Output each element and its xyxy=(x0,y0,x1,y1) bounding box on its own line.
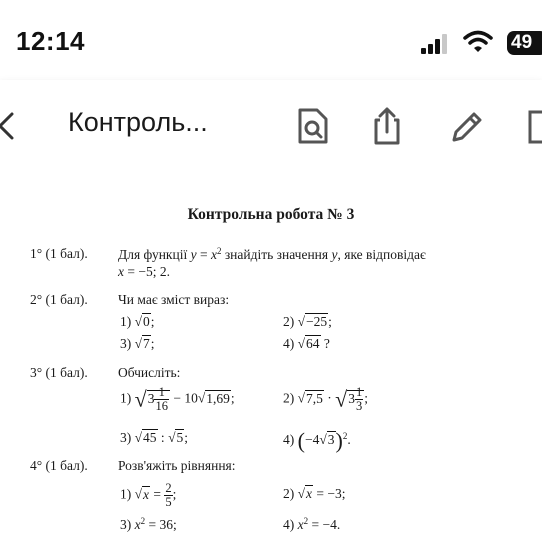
task-2-number: 2° (1 бал). xyxy=(30,292,88,307)
status-bar xyxy=(0,0,542,80)
back-icon[interactable] xyxy=(0,110,20,142)
task-4-option-2: 2) √x = −3; xyxy=(283,486,346,501)
wifi-icon xyxy=(463,30,493,59)
document-page xyxy=(0,172,542,541)
task-3-option-3: 3) √45 : √5; xyxy=(120,430,188,445)
battery-level: 49 xyxy=(511,32,533,53)
task-1-text: Для функції $y = x^2$ знайдіть значення y, яке відповідає xyxy=(118,246,426,262)
task-3-option-4: 4) $(-4√3)^2$. xyxy=(283,428,351,453)
signal-icon xyxy=(421,34,449,54)
document-icon[interactable] xyxy=(526,104,542,148)
edit-pencil-icon[interactable] xyxy=(446,104,486,148)
task-2-text: Чи має зміст вираз: xyxy=(118,292,230,307)
task-2-option-1: 1) √0; xyxy=(120,314,155,329)
app-bar xyxy=(0,80,542,172)
task-1-number: 1° (1 бал). xyxy=(30,246,88,261)
task-4-option-1: 1) √x = $\frac{2}{5}$ ; xyxy=(120,481,177,509)
task-4-option-3: 3) $x^2 = 36$; xyxy=(120,516,177,532)
task-2-option-2: 2) √−25; xyxy=(283,314,332,329)
task-2-option-4: 4) √64 ? xyxy=(283,336,330,351)
task-2-option-3: 3) √7; xyxy=(120,336,155,351)
task-3-text: Обчисліть: xyxy=(118,365,181,380)
task-4-text: Розв'яжіть рівняння: xyxy=(118,458,236,473)
task-4-number: 4° (1 бал). xyxy=(30,458,88,473)
task-4-option-4: 4) $x^2 = -4$. xyxy=(283,516,341,532)
task-1-text-line-2: x = −5; 2. xyxy=(118,264,170,279)
task-3-number: 3° (1 бал). xyxy=(30,365,88,380)
document-title: Контроль... xyxy=(68,107,208,137)
document-heading: Контрольна робота № 3 xyxy=(187,206,355,223)
task-3-option-1: 1) √3 $\frac{1}{16}$ − 10√1,69; xyxy=(120,385,235,413)
battery-icon xyxy=(507,31,542,55)
task-3-option-2: 2) √7,5 · √3 $\frac{1}{3}$ ; xyxy=(283,385,369,413)
share-icon[interactable] xyxy=(367,104,407,148)
status-time: 12:14 xyxy=(16,26,85,56)
search-document-icon[interactable] xyxy=(293,104,333,148)
